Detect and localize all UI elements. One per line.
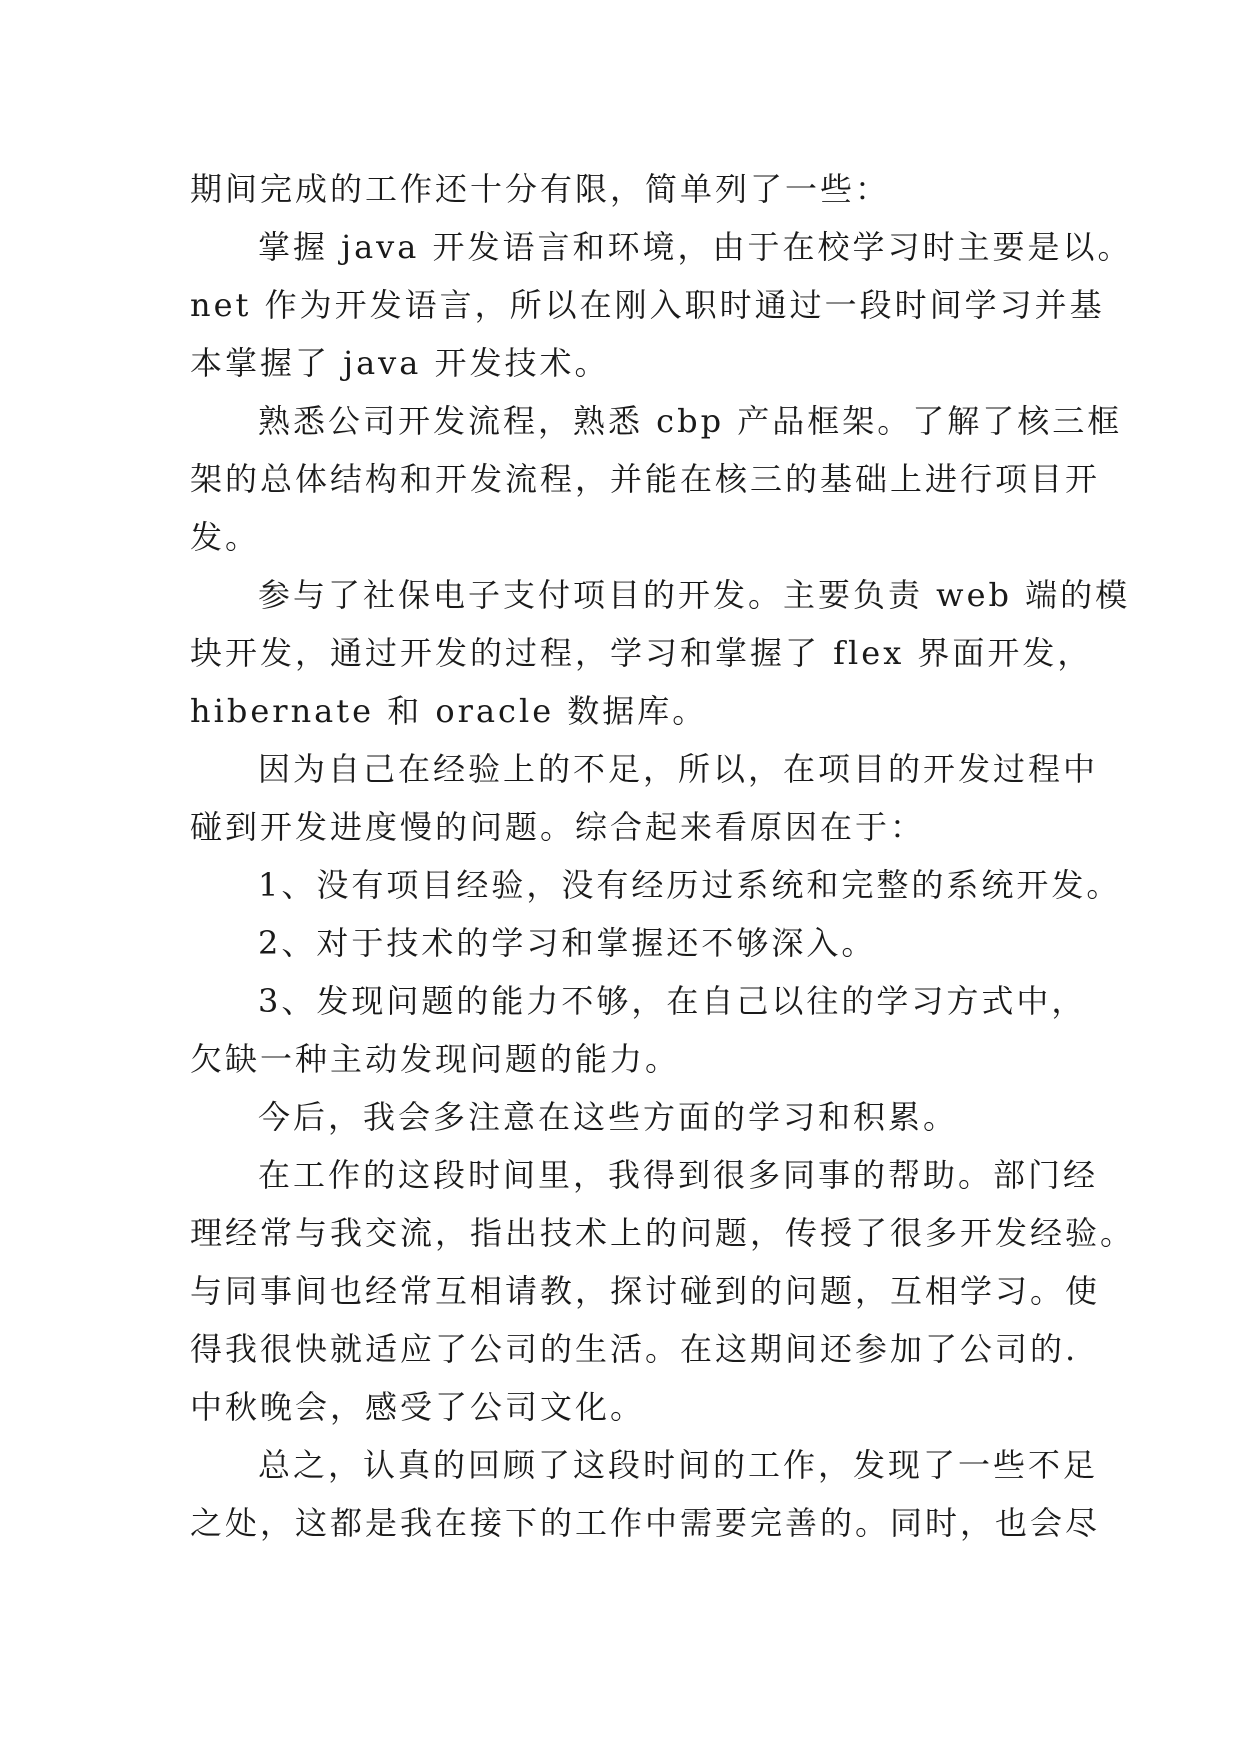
text-line: 因为自己在经验上的不足，所以，在项目的开发过程中 [258,750,1099,788]
text-line: 参与了社保电子支付项目的开发。主要负责 web 端的模 [258,576,1131,614]
text-line: 期间完成的工作还十分有限，简单列了一些： [190,170,891,208]
text-line: net 作为开发语言，所以在刚入职时通过一段时间学习并基 [190,286,1105,324]
text-line: 2、对于技术的学习和掌握还不够深入。 [258,924,877,962]
body-text [190,160,1136,1552]
text-line: 3、发现问题的能力不够，在自己以往的学习方式中， [258,982,1087,1020]
text-line: 发。 [190,518,261,556]
text-line: 架的总体结构和开发流程，并能在核三的基础上进行项目开 [190,460,1101,498]
text-line: 熟悉公司开发流程，熟悉 cbp 产品框架。了解了核三框 [258,402,1123,440]
text-line: 中秋晚会，感受了公司文化。 [190,1388,646,1426]
text-line: 得我很快就适应了公司的生活。在这期间还参加了公司的. [190,1330,1079,1368]
text-line: hibernate 和 oracle 数据库。 [190,692,708,730]
text-line: 理经常与我交流，指出技术上的问题，传授了很多开发经验。 [190,1214,1136,1252]
text-line: 在工作的这段时间里，我得到很多同事的帮助。部门经 [258,1156,1099,1194]
text-line: 与同事间也经常互相请教，探讨碰到的问题，互相学习。使 [190,1272,1101,1310]
text-line: 块开发，通过开发的过程，学习和掌握了 flex 界面开发， [190,634,1093,672]
text-line: 欠缺一种主动发现问题的能力。 [190,1040,681,1078]
text-line: 总之，认真的回顾了这段时间的工作，发现了一些不足 [258,1446,1099,1484]
text-line: 1、没有项目经验，没有经历过系统和完整的系统开发。 [258,866,1122,904]
text-line: 之处，这都是我在接下的工作中需要完善的。同时，也会尽 [190,1504,1101,1542]
text-line: 本掌握了 java 开发技术。 [190,344,610,382]
text-line: 掌握 java 开发语言和环境，由于在校学习时主要是以。 [258,228,1133,266]
text-line: 碰到开发进度慢的问题。综合起来看原因在于： [190,808,926,846]
text-line: 今后，我会多注意在这些方面的学习和积累。 [258,1098,959,1136]
